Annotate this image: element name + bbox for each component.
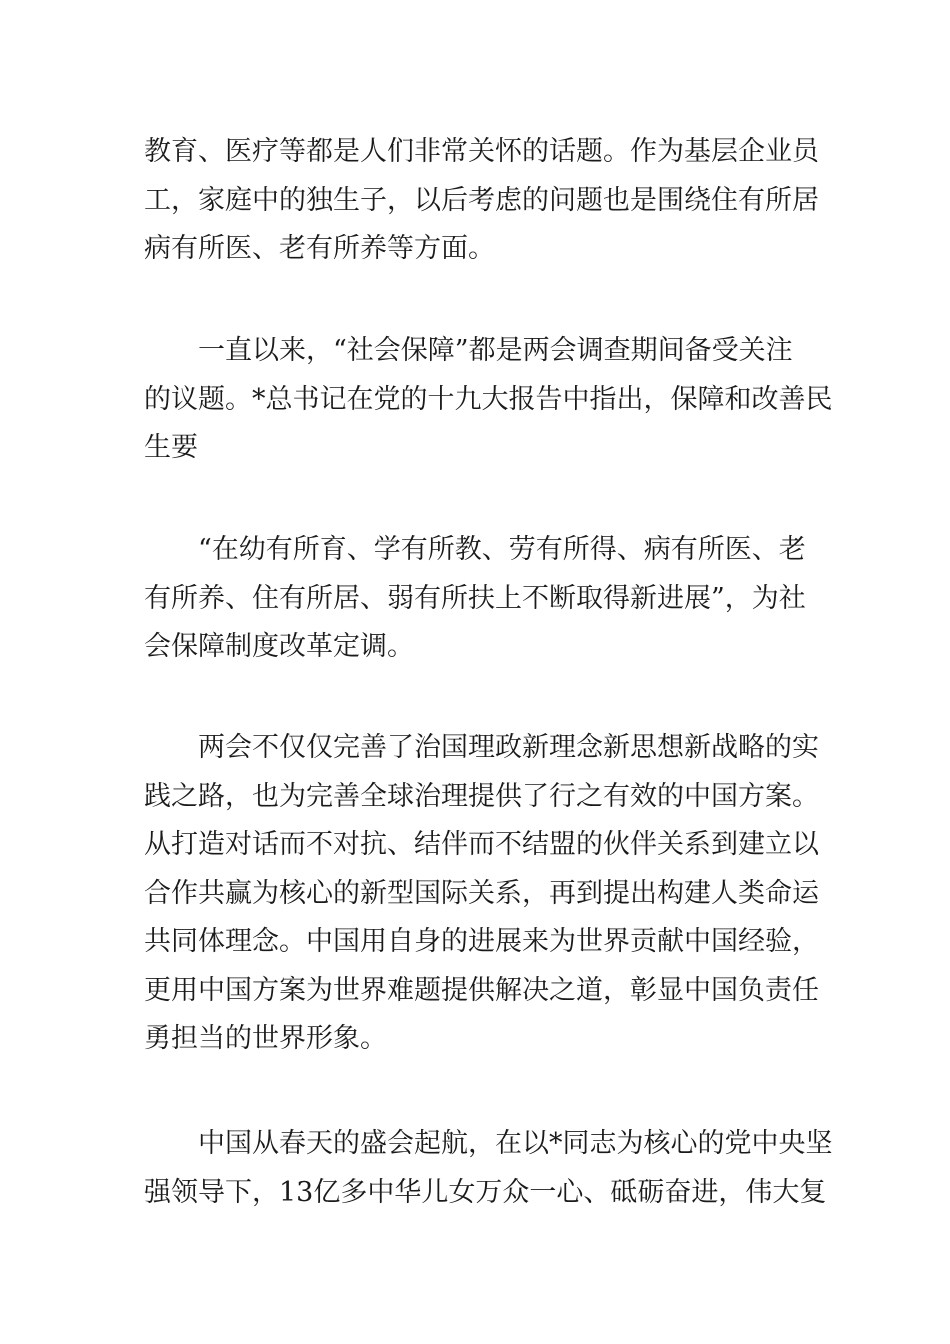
paragraph-4 xyxy=(144,724,819,1064)
paragraph-line: 两会不仅仅完善了治国理政新理念新思想新战略的实 xyxy=(198,732,819,763)
paragraph-line: 生要 xyxy=(144,432,198,463)
paragraph-2 xyxy=(144,327,833,473)
paragraph-5 xyxy=(144,1120,833,1217)
paragraph-line: 病有所医、老有所养等方面。 xyxy=(144,233,495,264)
paragraph-line: 中国从春天的盛会起航，在以*同志为核心的党中央坚 xyxy=(198,1128,833,1159)
paragraph-line: 从打造对话而不对抗、结伴而不结盟的伙伴关系到建立以 xyxy=(144,829,819,860)
paragraph-line: 合作共赢为核心的新型国际关系，再到提出构建人类命运 xyxy=(144,877,819,909)
paragraph-line: 的议题。*总书记在党的十九大报告中指出，保障和改善民 xyxy=(144,383,833,415)
paragraph-line: 教育、医疗等都是人们非常关怀的话题。作为基层企业员 xyxy=(144,136,819,167)
paragraph-1 xyxy=(144,128,819,274)
paragraph-line: 更用中国方案为世界难题提供解决之道，彰显中国负责任 xyxy=(144,974,819,1006)
paragraph-line: 会保障制度改革定调。 xyxy=(144,631,414,662)
paragraph-line: 有所养、住有所居、弱有所扶上不断取得新进展”，为社 xyxy=(144,582,806,614)
paragraph-line: 共同体理念。中国用自身的进展来为世界贡献中国经验， xyxy=(144,926,819,957)
paragraph-line: 强领导下，13亿多中华儿女万众一心、砥砺奋进，伟大复 xyxy=(144,1176,827,1208)
paragraph-line: 勇担当的世界形象。 xyxy=(144,1023,387,1054)
paragraph-line: 一直以来，“社会保障”都是两会调查期间备受关注 xyxy=(198,335,793,366)
paragraph-line: 践之路，也为完善全球治理提供了行之有效的中国方案。 xyxy=(144,780,819,812)
paragraph-line: 工，家庭中的独生子，以后考虑的问题也是围绕住有所居 xyxy=(144,184,819,216)
paragraph-3 xyxy=(144,526,809,672)
paragraph-line: “在幼有所育、学有所教、劳有所得、病有所医、老 xyxy=(198,534,806,565)
